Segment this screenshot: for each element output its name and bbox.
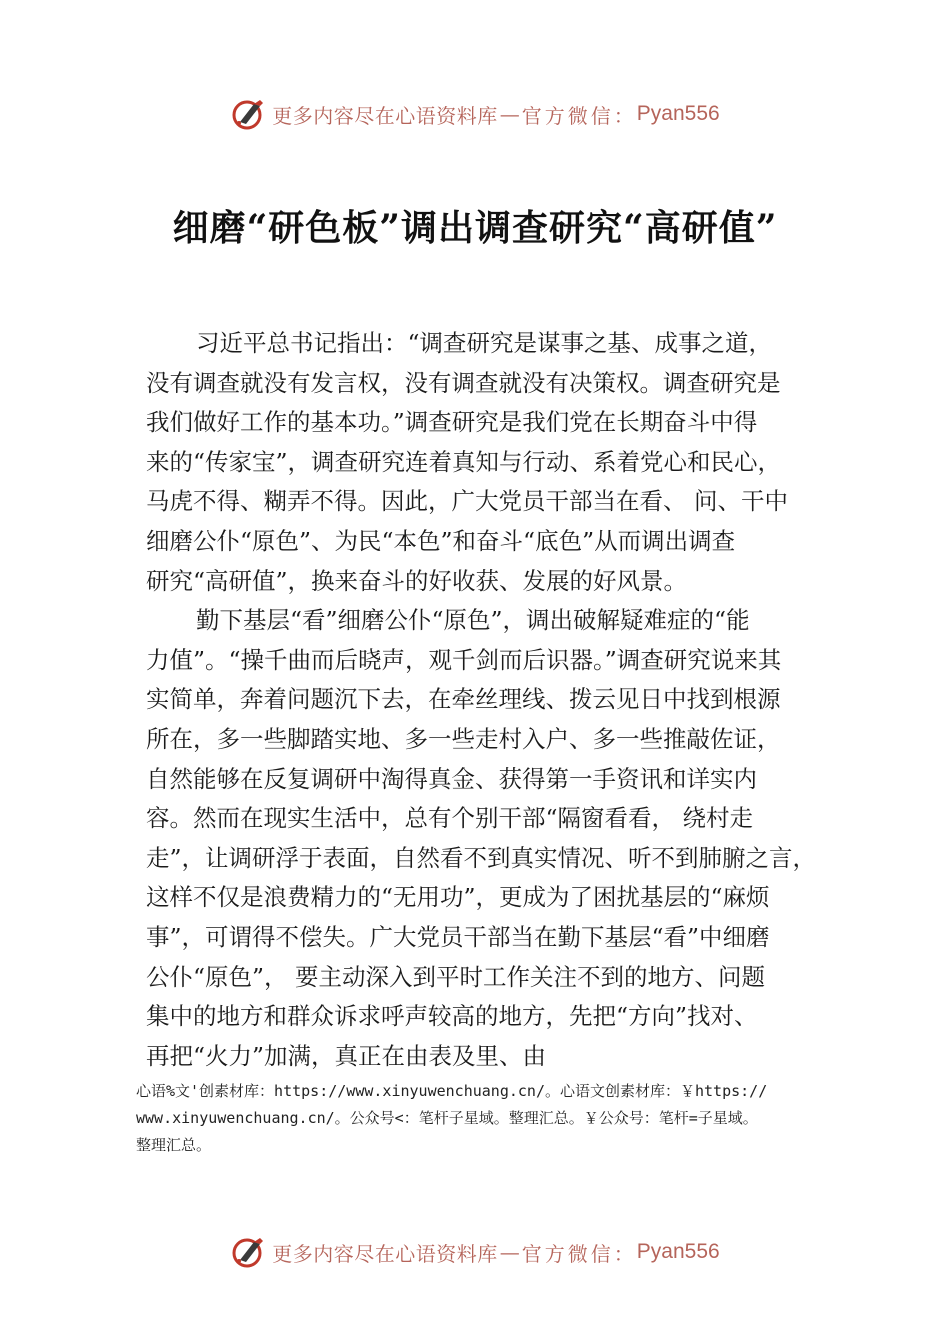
body-line: 实简单，奔着问题沉下去，在牵丝理线、拨云见日中找到根源 (146, 685, 781, 714)
body-line: 马虎不得、糊弄不得。因此，广大党员干部当在看、 问、干中 (146, 487, 788, 516)
body-line: 公仆“原色”， 要主动深入到平时工作关注不到的地方、问题 (146, 962, 765, 991)
document-title: 细磨“研色板”调出调查研究“高研值” (172, 207, 778, 249)
body-line: 勤下基层“看”细磨公仆“原色”，调出破解疑难症的“能 (196, 606, 750, 635)
footer-line: 整理汇总。 (136, 1136, 212, 1154)
body-line: 研究“高研值”，换来奋斗的好收获、发展的好风景。 (146, 566, 688, 595)
body-line: 习近平总书记指出：“调查研究是谋事之基、成事之道， (196, 329, 773, 357)
header-banner (0, 94, 950, 134)
body-line: 来的“传家宝”，调查研究连着真知与行动、系着党心和民心， (146, 447, 782, 476)
pen-nib-logo-icon (230, 96, 266, 132)
body-line: 事”，可谓得不偿失。广大党员干部当在勤下基层“看”中细磨 (146, 922, 770, 951)
banner-text: 更多内容尽在心语资料库 (272, 1241, 498, 1266)
banner-separator: — (499, 1240, 520, 1264)
body-line: 没有调查就没有发言权，没有调查就没有决策权。调查研究是 (146, 368, 781, 397)
body-line: 走”，让调研浮于表面，自然看不到真实情况、听不到肺腑之言， (146, 843, 817, 872)
body-line: 这样不仅是浪费精力的“无用功”，更成为了困扰基层的“麻烦 (146, 883, 770, 912)
banner-wechat-id: Pyan556 (636, 1240, 720, 1263)
body-line: 再把“火力”加满，真正在由表及里、由 (146, 1041, 547, 1070)
footer-note (136, 1078, 836, 1159)
body-line: 容。然而在现实生活中，总有个别干部“隔窗看看， 绕村走 (146, 804, 753, 833)
banner-wechat-label: 官方微信： (521, 103, 637, 128)
body-line: 自然能够在反复调研中淘得真金、获得第一手资讯和详实内 (146, 764, 757, 793)
banner-separator: — (499, 102, 520, 126)
body-line: 集中的地方和群众诉求呼声较高的地方，先把“方向”找对、 (146, 1002, 758, 1031)
banner-wechat-id: Pyan556 (636, 102, 720, 125)
banner-text: 更多内容尽在心语资料库 (272, 103, 498, 128)
footer-banner (0, 1232, 950, 1272)
body-line: 力值”。“操千曲而后晓声，观千剑而后识器。”调查研究说来其 (146, 645, 782, 674)
footer-line: www.xinyuwenchuang.cn/。公众号<：笔杆子星域。整理汇总。￥公众号：笔杆=子星域。 (136, 1109, 758, 1127)
body-line: 我们做好工作的基本功。”调查研究是我们党在长期奋斗中得 (146, 408, 758, 437)
body-line: 细磨公仆“原色”、为民“本色”和奋斗“底色”从而调出调查 (146, 526, 736, 555)
pen-nib-logo-icon (230, 1234, 266, 1270)
banner-wechat-label: 官方微信： (521, 1241, 637, 1266)
article-body (146, 324, 826, 1076)
body-line: 所在，多一些脚踏实地、多一些走村入户、多一些推敲佐证， (146, 724, 781, 753)
footer-line: 心语%文'创素材库：https://www.xinyuwenchuang.cn/。心语文创素材库：￥https:// (136, 1082, 768, 1100)
